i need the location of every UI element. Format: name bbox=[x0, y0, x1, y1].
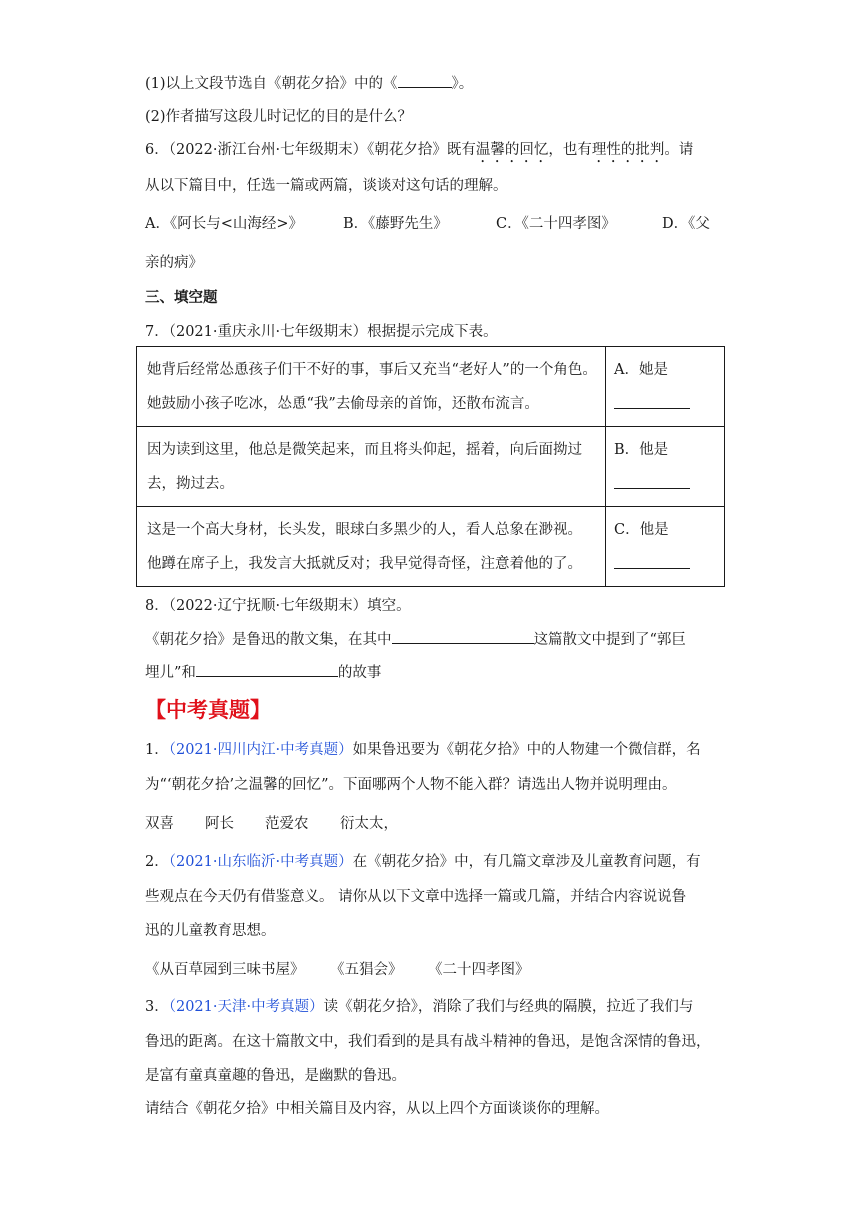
q6-prefix: 6．（2022·浙江台州·七年级期末）《朝花夕拾》既有 bbox=[145, 142, 476, 158]
zk-q1-name-4: 衍太太， bbox=[340, 816, 398, 832]
q8-stem: 8．（2022·辽宁抚顺·七年级期末）填空。 bbox=[145, 598, 411, 614]
q6-emphasis-1: 温馨的回忆 bbox=[475, 142, 549, 158]
zk-q2-title-1: 《从百草园到三味书屋》 bbox=[145, 962, 305, 978]
zk-q1-name-3: 范爱农 bbox=[265, 816, 309, 832]
zk-q2-title-2: 《五猖会》 bbox=[330, 962, 403, 978]
q8-l2-suffix: 的故事 bbox=[337, 665, 382, 681]
zk-q2-line3: 迅的儿童教育思想。 bbox=[145, 923, 276, 939]
q7-row3-description bbox=[137, 507, 606, 587]
q7-stem: 7．（2021·重庆永川·七年级期末）根据提示完成下表。 bbox=[145, 324, 498, 340]
zk-q1-source: （2021·四川内江·中考真题） bbox=[168, 742, 353, 758]
zk-q2-line2: 些观点在今天仍有借鉴意义。 请你从以下文章中选择一篇或几篇，并结合内容说说鲁 bbox=[145, 889, 687, 905]
q5-sub1-prefix: (1)以上文段节选自《朝花夕拾》中的《 bbox=[145, 76, 398, 92]
q7-row2-answer bbox=[606, 427, 725, 507]
zk-q1-line2: 为“‘朝花夕拾’之温馨的回忆”。下面哪两个人物不能入群？请选出人物并说明理由。 bbox=[145, 777, 677, 793]
q6-stem-line1 bbox=[145, 140, 693, 166]
zk-q2-source: （2021·山东临沂·中考真题） bbox=[168, 854, 353, 870]
q5-sub2: (2)作者描写这段儿时记忆的目的是什么？ bbox=[145, 109, 413, 125]
zk-q1-name-2: 阿长 bbox=[205, 816, 234, 832]
zk-q1-line1 bbox=[145, 740, 701, 760]
q8-l1-prefix: 《朝花夕拾》是鲁迅的散文集，在其中 bbox=[145, 632, 392, 648]
q6-emphasis-2: 理性的批判 bbox=[591, 142, 665, 158]
q7-row2-text2: 去，拗过去。 bbox=[147, 476, 234, 492]
zk-q3-line3: 是富有童真童趣的鲁迅，是幽默的鲁迅。 bbox=[145, 1068, 406, 1084]
zk-q1-text1: 如果鲁迅要为《朝花夕拾》中的人物建一个微信群，名 bbox=[352, 742, 701, 758]
zk-q3-line4: 请结合《朝花夕拾》中相关篇目及内容，从以上四个方面谈谈你的理解。 bbox=[145, 1101, 609, 1117]
q6-option-d-wrap: 亲的病》 bbox=[145, 255, 203, 271]
q7-row3-blank[interactable] bbox=[614, 554, 690, 575]
q7-row1-text1: 她背后经常怂恿孩子们干不好的事，事后又充当“老好人”的一个角色。 bbox=[147, 362, 597, 378]
zk-q2-number: 2． bbox=[145, 854, 169, 870]
q6-mid: ，也有 bbox=[548, 142, 592, 158]
q7-row1-text2: 她鼓励小孩子吃冰，怂恿“我”去偷母亲的首饰，还散布流言。 bbox=[147, 396, 539, 412]
zk-q1-name-1: 双喜 bbox=[145, 816, 174, 832]
zk-q2-line1 bbox=[145, 852, 701, 872]
q7-row3-text1: 这是一个高大身材，长头发，眼球白多黑少的人，看人总象在渺视。 bbox=[147, 522, 582, 538]
q5-sub1 bbox=[145, 73, 473, 94]
q7-row1-answer bbox=[606, 347, 725, 427]
q6-option-a[interactable]: A．《阿长与<山海经>》 bbox=[145, 216, 304, 232]
q7-row2-answer-label: B．他是 bbox=[614, 442, 669, 458]
q6-stem-line2: 从以下篇目中，任选一篇或两篇，谈谈对这句话的理解。 bbox=[145, 178, 508, 194]
zk-q2-title-3: 《二十四孝图》 bbox=[428, 962, 530, 978]
q5-sub1-suffix: 》。 bbox=[451, 76, 474, 92]
q7-row2-text1: 因为读到这里，他总是微笑起来，而且将头仰起，摇着，向后面拗过 bbox=[147, 442, 582, 458]
q8-blank-1[interactable] bbox=[392, 629, 534, 644]
q7-row1-blank[interactable] bbox=[614, 394, 690, 415]
zk-q3-line1 bbox=[145, 997, 693, 1017]
zk-q3-number: 3． bbox=[145, 999, 169, 1015]
section-title-fill-in: 三、填空题 bbox=[145, 290, 218, 306]
section-title-zhongkao: 【中考真题】 bbox=[145, 698, 271, 722]
q7-table bbox=[136, 346, 725, 587]
q7-row1-description bbox=[137, 347, 606, 427]
zk-q3-line2: 鲁迅的距离。在这十篇散文中，我们看到的是具有战斗精神的鲁迅，是饱含深情的鲁迅， bbox=[145, 1034, 711, 1050]
q6-option-c[interactable]: C．《二十四孝图》 bbox=[496, 216, 616, 232]
table-row bbox=[137, 347, 725, 427]
q7-row3-text2: 他蹲在席子上，我发言大抵就反对；我早觉得奇怪，注意着他的了。 bbox=[147, 556, 582, 572]
q6-option-b[interactable]: B．《藤野先生》 bbox=[343, 216, 448, 232]
q8-l1-suffix: 这篇散文中提到了“郭巨 bbox=[533, 632, 686, 648]
q7-row2-description bbox=[137, 427, 606, 507]
q8-blank-2[interactable] bbox=[196, 662, 338, 677]
q7-row3-answer bbox=[606, 507, 725, 587]
q8-line1 bbox=[145, 629, 686, 650]
q6-suffix: 。请 bbox=[664, 142, 694, 158]
q6-option-d[interactable]: D．《父 bbox=[662, 216, 710, 232]
zk-q1-number: 1． bbox=[145, 742, 169, 758]
q7-row1-answer-label: A．她是 bbox=[614, 362, 668, 378]
q7-row2-blank[interactable] bbox=[614, 474, 690, 495]
q8-line2 bbox=[145, 662, 381, 683]
zk-q2-text1: 在《朝花夕拾》中，有几篇文章涉及儿童教育问题，有 bbox=[352, 854, 701, 870]
zk-q3-text1: 读《朝花夕拾》，消除了我们与经典的隔膜，拉近了我们与 bbox=[323, 999, 694, 1015]
q5-answer-blank[interactable] bbox=[398, 73, 452, 88]
table-row bbox=[137, 427, 725, 507]
zk-q3-source: （2021·天津·中考真题） bbox=[168, 999, 324, 1015]
table-row bbox=[137, 507, 725, 587]
q8-l2-prefix: 埋儿”和 bbox=[145, 665, 196, 681]
q7-row3-answer-label: C．他是 bbox=[614, 522, 669, 538]
